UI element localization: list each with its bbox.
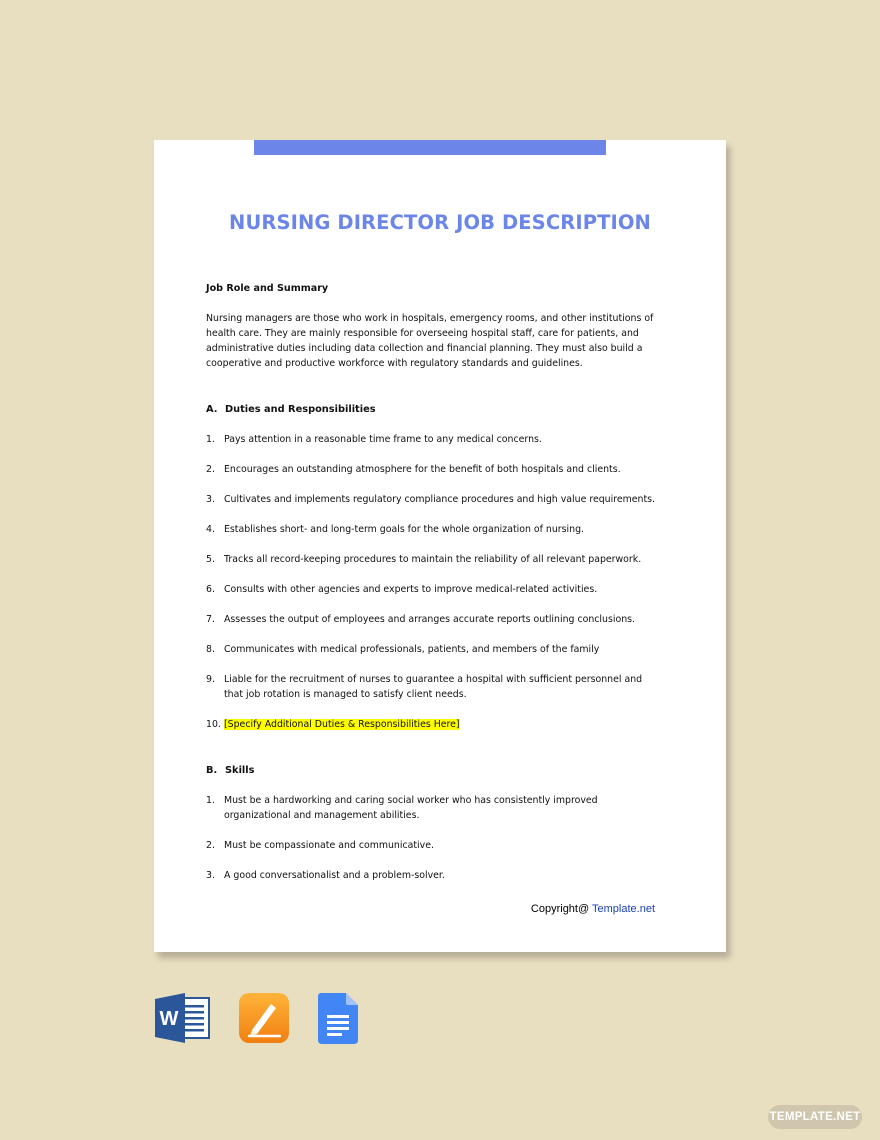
docs-icon-graphic xyxy=(318,993,358,1044)
skills-list xyxy=(206,793,656,883)
list-item: 8. Communicates with medical professionals, patients, and members of the family xyxy=(206,644,600,655)
list-item: 2. Encourages an outstanding atmosphere for the benefit of both hospitals and clients. xyxy=(206,464,621,475)
document-body xyxy=(206,281,656,883)
pages-icon-graphic xyxy=(238,992,290,1044)
microsoft-word-icon[interactable] xyxy=(155,993,211,1043)
list-item: 5. Tracks all record-keeping procedures to maintain the reliability of all relevant paperwork. xyxy=(206,554,642,565)
list-item: 2. Must be compassionate and communicative. xyxy=(206,840,434,851)
duties-list xyxy=(206,432,656,732)
copyright-notice xyxy=(531,903,655,915)
document-page xyxy=(154,140,726,952)
template-net-link[interactable]: Template.net xyxy=(592,903,655,915)
list-item: 4. Establishes short- and long-term goals for the whole organization of nursing. xyxy=(206,524,585,535)
highlighted-placeholder[interactable]: [Specify Additional Duties & Responsibilities Here] xyxy=(224,719,460,730)
duties-section-title: Duties and Responsibilities xyxy=(225,404,376,415)
list-item: 6. Consults with other agencies and experts to improve medical-related activities. xyxy=(206,584,598,595)
list-item: 3. A good conversationalist and a problem-solver. xyxy=(206,870,445,881)
apple-pages-icon[interactable] xyxy=(238,992,290,1044)
summary-paragraph: Nursing managers are those who work in hospitals, emergency rooms, and other institutions of health care. They are mainly responsible for overseeing hospital staff, care for patients, and administrative duties including data collection and financial planning. They must also build a cooperative and productive workforce with regulatory standards and guidelines. xyxy=(206,313,654,369)
list-item: 9. Liable for the recruitment of nurses to guarantee a hospital with sufficient personnel and that job rotation is managed to satisfy client needs. xyxy=(206,674,643,700)
skills-section-heading xyxy=(206,763,656,778)
skills-section-letter: B. xyxy=(206,765,218,776)
document-title: NURSING DIRECTOR JOB DESCRIPTION xyxy=(229,211,651,234)
list-item: 10. [Specify Additional Duties & Responsibilities Here] xyxy=(206,719,460,730)
list-item: 7. Assesses the output of employees and arranges accurate reports outlining conclusions. xyxy=(206,614,636,625)
template-net-watermark: TEMPLATE.NET xyxy=(768,1105,862,1129)
skills-section-title: Skills xyxy=(225,765,255,776)
list-item: 3. Cultivates and implements regulatory compliance procedures and high value requirements. xyxy=(206,494,656,505)
list-item: 1. Pays attention in a reasonable time frame to any medical concerns. xyxy=(206,434,542,445)
header-accent-bar xyxy=(254,140,606,155)
duties-section-heading xyxy=(206,402,656,417)
word-icon-graphic xyxy=(155,993,211,1043)
copyright-prefix: Copyright@ xyxy=(530,903,593,915)
google-docs-icon[interactable] xyxy=(318,993,358,1044)
list-item: 1. Must be a hardworking and caring social worker who has consistently improved organizational and management abilities. xyxy=(206,795,598,821)
duties-section-letter: A. xyxy=(206,404,218,415)
word-letter: W xyxy=(159,1008,179,1030)
summary-heading: Job Role and Summary xyxy=(206,283,329,294)
